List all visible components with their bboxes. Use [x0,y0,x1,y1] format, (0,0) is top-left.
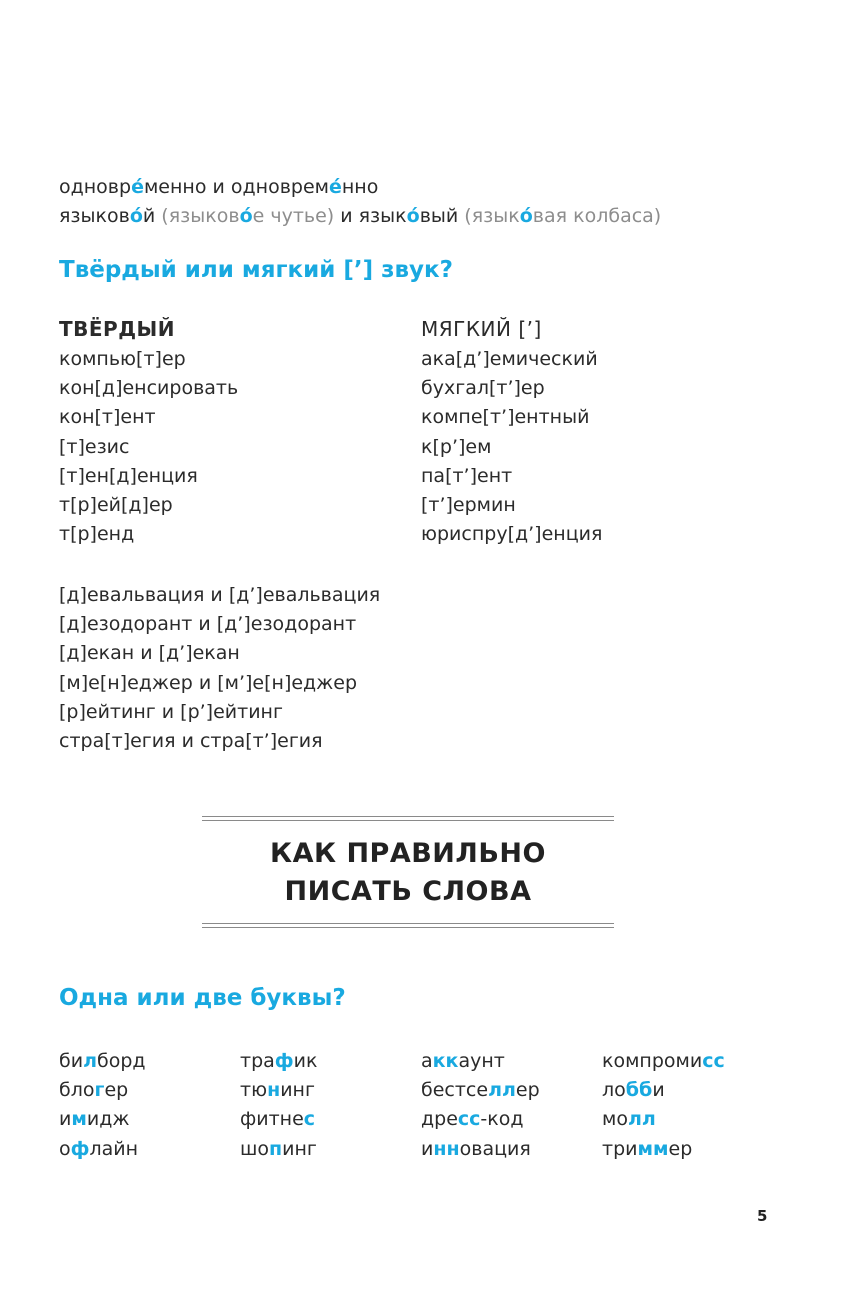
list-item: к[р’]ем [421,435,492,458]
text-segment: мо [602,1108,628,1131]
text-segment: й [142,205,156,227]
word-item [240,1135,317,1164]
text-segment: ло [602,1079,626,1102]
text-segment: тра [240,1050,275,1072]
soft-column-title: МЯГКИЙ [’] [421,317,542,341]
text-segment: и [652,1079,665,1102]
section-title-line: КАК ПРАВИЛЬНО [270,838,546,869]
section-rule-bottom [202,923,614,928]
text-segment: и [421,1137,434,1160]
letters-column [602,1047,725,1164]
text-segment: аунт [458,1050,505,1072]
text-segment: -код [480,1108,524,1131]
text-segment: тю [240,1079,268,1102]
both-list [59,581,380,756]
text-segment: овация [459,1137,531,1160]
text-segment: фитне [240,1108,304,1131]
text-segment: дре [421,1108,458,1131]
letters-heading: Одна или две буквы? [59,985,346,1011]
word-item [602,1105,725,1134]
text-segment: ик [293,1050,318,1072]
word-item [421,1076,540,1105]
stress-line [59,173,661,202]
text-segment: лайн [89,1137,139,1160]
highlighted-letter: ф [70,1137,90,1160]
highlighted-letter: нн [433,1137,460,1160]
highlighted-letter: с [303,1108,316,1131]
hard-column-title: ТВЁРДЫЙ [59,317,175,341]
text-segment: о [59,1137,71,1160]
list-item: [т]ен[д]енция [59,464,198,487]
list-item: кон[д]енсировать [59,377,239,400]
hard-list [59,345,238,549]
highlighted-letter: кк [432,1050,459,1072]
list-item: [м]е[н]еджер и [м’]е[н]еджер [59,671,358,694]
text-segment: и язык [334,205,407,227]
highlighted-letter: л [83,1050,97,1072]
text-segment: а [421,1050,433,1072]
highlighted-letter: г [94,1079,105,1102]
highlighted-letter: é [328,176,342,198]
text-segment: вый [419,205,459,227]
list-item: т[р]ей[д]ер [59,494,173,517]
highlighted-letter: ó [519,205,533,227]
text-segment: нно [341,176,379,198]
text-segment: компроми [602,1050,703,1072]
word-item [59,1047,146,1076]
word-item [240,1047,317,1076]
list-item: [д]езодорант и [д’]езодорант [59,613,357,636]
text-segment: борд [97,1050,146,1072]
text-segment: ер [104,1079,129,1102]
text-segment: одновр [59,176,132,198]
text-segment: бло [59,1079,95,1102]
highlighted-letter: п [269,1137,283,1160]
word-item [602,1076,725,1105]
list-item: юриспру[д’]енция [421,523,603,546]
section-title-line: ПИСАТЬ СЛОВА [284,876,532,907]
highlighted-letter: бб [625,1079,653,1102]
text-segment: и [59,1108,72,1131]
text-segment: инг [280,1079,315,1102]
letters-column [421,1047,540,1164]
list-item: т[р]енд [59,523,135,546]
highlighted-letter: ó [239,205,253,227]
highlighted-letter: н [267,1079,281,1102]
hard-column [59,317,238,549]
text-segment: идж [86,1108,130,1131]
highlighted-letter: лл [627,1108,656,1131]
list-item: [т]езис [59,435,130,458]
text-segment: е чутье) [252,205,335,227]
highlighted-letter: мм [637,1137,669,1160]
list-item: ака[д’]емический [421,348,598,370]
text-segment: три [602,1137,638,1160]
highlighted-letter: ó [406,205,420,227]
section-title [202,835,614,911]
text-segment: (языков [155,205,240,227]
text-segment: шо [240,1137,270,1160]
word-item [421,1105,540,1134]
soft-list [421,345,602,549]
list-item: кон[т]ент [59,406,156,429]
word-item [59,1076,146,1105]
word-item [240,1105,317,1134]
text-segment: языков [59,205,130,227]
highlighted-letter: лл [488,1079,516,1102]
highlighted-letter: é [131,176,144,198]
stress-line [59,202,661,231]
word-item [59,1105,146,1134]
list-item: [д]евальвация и [д’]евальвация [59,584,381,606]
text-segment: би [59,1050,84,1072]
list-item: [р]ейтинг и [р’]ейтинг [59,700,283,723]
list-item: [т’]ермин [421,494,516,517]
hard-soft-heading: Твёрдый или мягкий [’] звук? [59,257,453,283]
text-segment: бестсе [421,1079,489,1102]
highlighted-letter: сс [457,1108,481,1131]
text-segment: ер [668,1137,693,1160]
letters-column [240,1047,317,1164]
list-item: компью[т]ер [59,348,186,370]
word-item [421,1047,540,1076]
list-item: [д]екан и [д’]екан [59,642,240,665]
list-item: па[т’]ент [421,464,513,487]
word-item [602,1135,725,1164]
list-item: бухгал[т’]ер [421,377,545,400]
highlighted-letter: м [71,1108,87,1131]
both-pronunciations [59,581,380,756]
list-item: стра[т]егия и стра[т’]егия [59,730,323,753]
stress-examples [59,173,661,231]
page-number: 5 [757,1207,768,1225]
highlighted-letter: ó [129,205,143,227]
section-rule-top [202,816,614,821]
soft-column [421,317,602,549]
text-segment: инг [282,1137,317,1160]
word-item [421,1135,540,1164]
text-segment: менно и одноврем [143,176,329,198]
text-segment: ер [515,1079,540,1102]
highlighted-letter: ф [274,1050,294,1072]
text-segment: вая колбаса) [532,205,662,227]
word-item [59,1135,146,1164]
highlighted-letter: сс [702,1050,725,1072]
list-item: компе[т’]ентный [421,406,590,429]
letters-column [59,1047,146,1164]
word-item [240,1076,317,1105]
word-item [602,1047,725,1076]
text-segment: (язык [458,205,520,227]
